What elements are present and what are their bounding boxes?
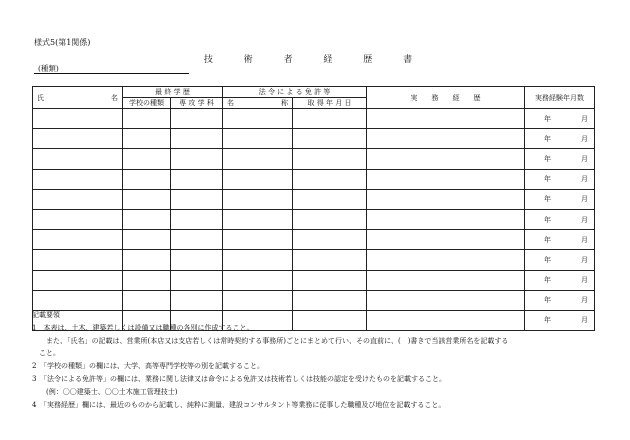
license-name-cell[interactable]: [223, 270, 293, 290]
school-type-cell[interactable]: [123, 129, 171, 149]
license-name-cell[interactable]: [223, 169, 293, 189]
license-name-cell[interactable]: [223, 109, 293, 129]
career-cell[interactable]: [367, 149, 525, 169]
school-type-cell[interactable]: [123, 169, 171, 189]
table-row: [33, 290, 595, 310]
acquired-date-cell[interactable]: [293, 189, 367, 209]
experience-cell[interactable]: [525, 250, 595, 270]
school-type-cell[interactable]: [123, 149, 171, 169]
school-type-cell[interactable]: [123, 290, 171, 310]
year-label: 年: [544, 195, 552, 204]
career-cell[interactable]: [367, 230, 525, 250]
note-line: こと。: [32, 349, 60, 358]
month-label: 月: [581, 195, 589, 204]
name-cell[interactable]: [33, 169, 123, 189]
school-type-cell[interactable]: [123, 270, 171, 290]
year-label: 年: [544, 255, 552, 264]
career-cell[interactable]: [367, 109, 525, 129]
major-cell[interactable]: [171, 129, 223, 149]
license-name-cell[interactable]: [223, 209, 293, 229]
career-header: 実 務 経 歴: [367, 87, 525, 109]
license-name-cell[interactable]: [223, 290, 293, 310]
name-header: 氏 名: [33, 87, 123, 109]
experience-cell[interactable]: [525, 109, 595, 129]
major-cell[interactable]: [171, 169, 223, 189]
table-row: [33, 270, 595, 290]
name-cell[interactable]: [33, 189, 123, 209]
table-row: [33, 169, 595, 189]
name-cell[interactable]: [33, 250, 123, 270]
table-row: [33, 230, 595, 250]
note-line: 4 「実務経歴」欄には、最近のものから記載し、純粋に測量、建設コンサルタント等業務に従事した職種及び地位を記載すること。: [32, 400, 446, 409]
year-label: 年: [544, 276, 552, 285]
experience-cell[interactable]: [525, 290, 595, 310]
major-cell[interactable]: [171, 230, 223, 250]
note-line: 2 「学校の種類」の欄には、大学、高等専門学校等の別を記載すること。: [32, 362, 264, 371]
experience-cell[interactable]: [525, 129, 595, 149]
note-line: (例：〇〇建築士、〇〇土木施工管理技士): [32, 387, 178, 396]
major-cell[interactable]: [171, 250, 223, 270]
school-type-cell[interactable]: [123, 250, 171, 270]
major-cell[interactable]: [171, 189, 223, 209]
school-type-header: 学校の種類: [123, 98, 171, 109]
major-header: 専 攻 学 科: [171, 98, 223, 109]
acquired-date-cell[interactable]: [293, 290, 367, 310]
year-label: 年: [544, 235, 552, 244]
career-cell[interactable]: [367, 250, 525, 270]
career-cell[interactable]: [367, 129, 525, 149]
license-name-cell[interactable]: [223, 250, 293, 270]
year-label: 年: [544, 215, 552, 224]
major-cell[interactable]: [171, 109, 223, 129]
name-cell[interactable]: [33, 109, 123, 129]
name-cell[interactable]: [33, 290, 123, 310]
major-cell[interactable]: [171, 209, 223, 229]
acquired-date-cell[interactable]: [293, 270, 367, 290]
major-cell[interactable]: [171, 290, 223, 310]
year-label: 年: [544, 316, 552, 325]
year-label: 年: [544, 175, 552, 184]
month-label: 月: [581, 255, 589, 264]
experience-cell[interactable]: [525, 149, 595, 169]
experience-cell[interactable]: [525, 230, 595, 250]
acquired-date-cell[interactable]: [293, 169, 367, 189]
name-cell[interactable]: [33, 230, 123, 250]
acquired-date-cell[interactable]: [293, 129, 367, 149]
note-line: 1 本表は、土木、建築若しくは設備又は職種の各別に作成すること。: [32, 323, 254, 332]
school-type-cell[interactable]: [123, 189, 171, 209]
acquired-date-cell[interactable]: [293, 209, 367, 229]
form-number: 様式5(第1関係): [34, 38, 91, 47]
acquired-date-cell[interactable]: [293, 149, 367, 169]
career-table: [32, 86, 595, 331]
experience-cell[interactable]: [525, 169, 595, 189]
career-cell[interactable]: [367, 189, 525, 209]
table-row: [33, 209, 595, 229]
year-label: 年: [544, 114, 552, 123]
experience-cell[interactable]: [525, 270, 595, 290]
note-line: 3 「法令による免許等」の欄には、業務に関し法律又は命令による免許又は技術若しくは技能の認定を受けたものを記載すること。: [32, 374, 446, 383]
kind-field[interactable]: [34, 63, 189, 74]
year-label: 年: [544, 154, 552, 163]
table-row: [33, 149, 595, 169]
career-cell[interactable]: [367, 270, 525, 290]
acquired-date-cell[interactable]: [293, 109, 367, 129]
notes-heading: 記載要領: [32, 311, 60, 319]
acquired-date-cell[interactable]: [293, 230, 367, 250]
school-type-cell[interactable]: [123, 230, 171, 250]
table-row: [33, 129, 595, 149]
name-cell[interactable]: [33, 149, 123, 169]
school-type-cell[interactable]: [123, 209, 171, 229]
month-label: 月: [581, 316, 589, 325]
license-name-header: 名 称: [223, 98, 293, 109]
experience-cell[interactable]: [525, 209, 595, 229]
career-cell[interactable]: [367, 169, 525, 189]
name-cell[interactable]: [33, 129, 123, 149]
career-cell[interactable]: [367, 209, 525, 229]
education-group-header: 最 終 学 歴: [123, 87, 223, 98]
month-label: 月: [581, 215, 589, 224]
license-name-cell[interactable]: [223, 189, 293, 209]
month-label: 月: [581, 175, 589, 184]
month-label: 月: [581, 134, 589, 143]
license-name-cell[interactable]: [223, 129, 293, 149]
month-label: 月: [581, 114, 589, 123]
major-cell[interactable]: [171, 270, 223, 290]
table-row: [33, 109, 595, 129]
name-cell[interactable]: [33, 209, 123, 229]
career-cell[interactable]: [367, 290, 525, 310]
month-label: 月: [581, 276, 589, 285]
major-cell[interactable]: [171, 149, 223, 169]
table-row: [33, 250, 595, 270]
acquired-date-cell[interactable]: [293, 250, 367, 270]
license-group-header: 法 令 に よ る 免 許 等: [223, 87, 367, 98]
license-name-cell[interactable]: [223, 230, 293, 250]
school-type-cell[interactable]: [123, 109, 171, 129]
license-name-cell[interactable]: [223, 149, 293, 169]
experience-header: 実務経験年月数: [525, 87, 595, 109]
year-label: 年: [544, 296, 552, 305]
name-cell[interactable]: [33, 270, 123, 290]
month-label: 月: [581, 235, 589, 244]
note-line: また、「氏名」の記載は、営業所(本店又は支店若しくは常時契約する事務所)ごとにまとめて行い、その直前に、( )書きで当該営業所名を記載する: [32, 336, 509, 345]
kind-label: (種類): [38, 64, 59, 73]
page-title: 技 術 者 経 歴 書: [203, 55, 427, 65]
month-label: 月: [581, 154, 589, 163]
experience-cell[interactable]: [525, 189, 595, 209]
table-row: [33, 189, 595, 209]
month-label: 月: [581, 296, 589, 305]
notes: [32, 309, 602, 411]
acquired-date-header: 取 得 年 月 日: [293, 98, 367, 109]
year-label: 年: [544, 134, 552, 143]
